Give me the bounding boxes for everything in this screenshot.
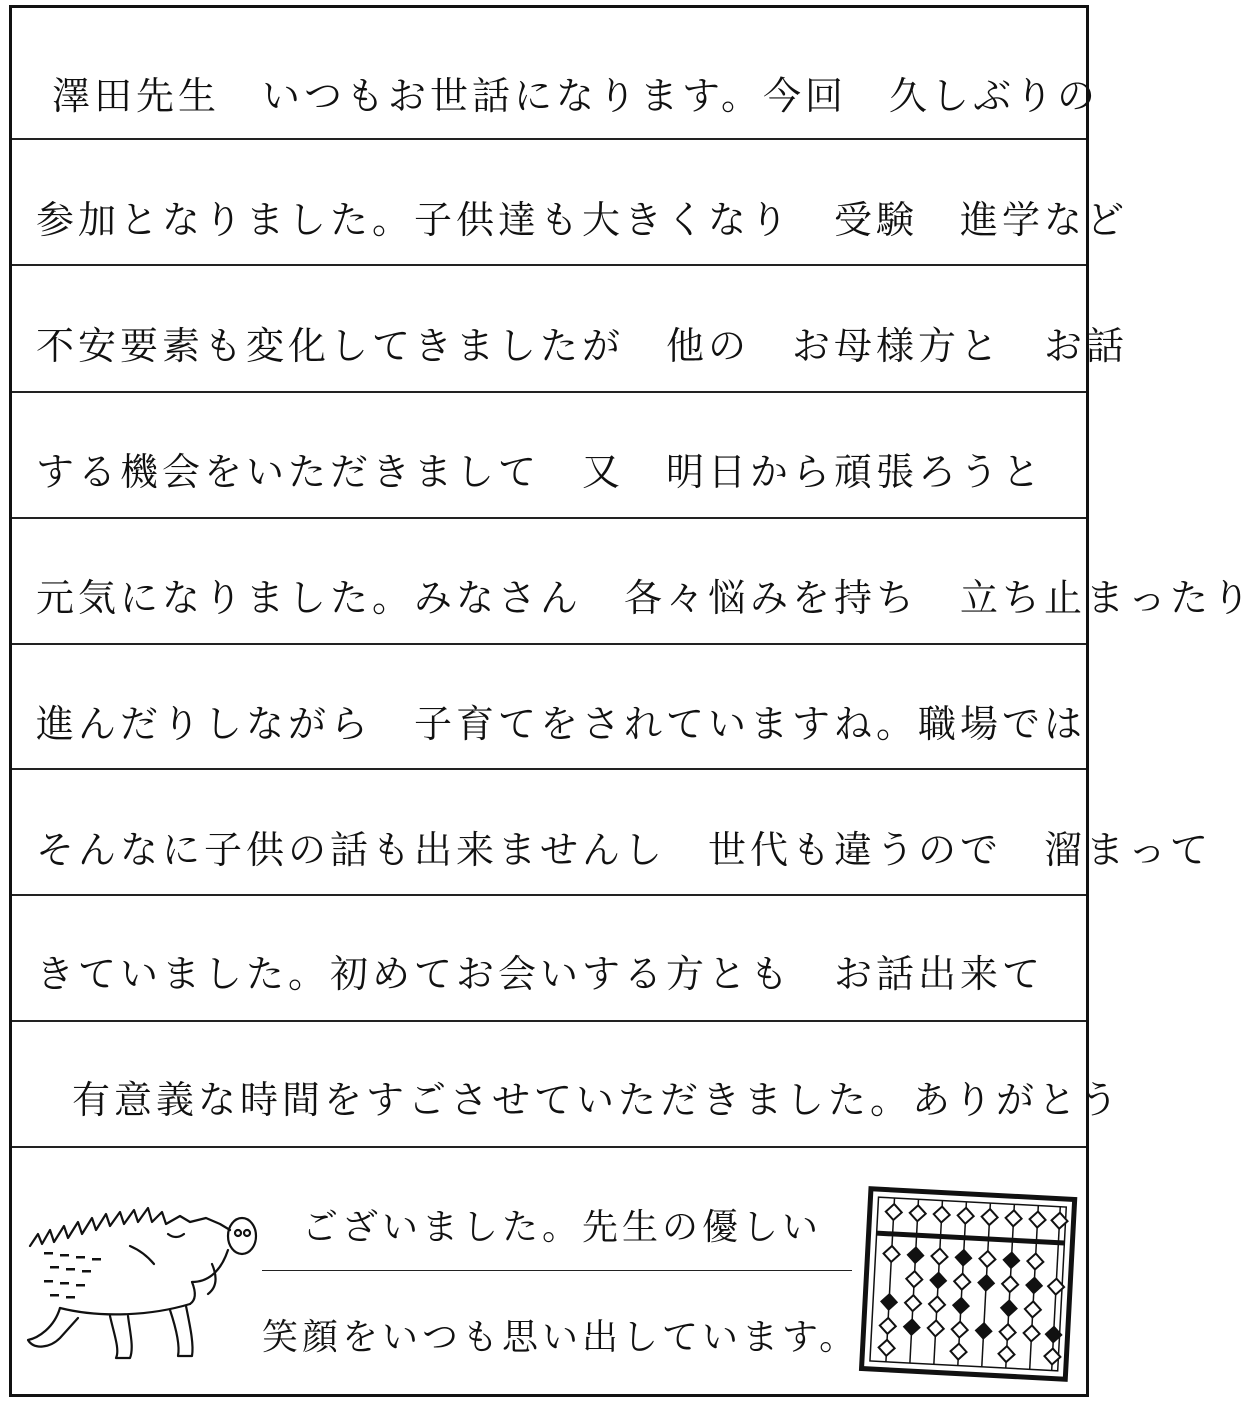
ruled-line <box>12 264 1086 266</box>
boar-illustration <box>20 1178 270 1378</box>
closing-line-2: 笑顔をいつも思い出しています。 <box>262 1317 860 1358</box>
ruled-line <box>12 1146 1086 1148</box>
letter-line-1: 澤田先生 いつもお世話になります。今回 久しぶりの <box>52 74 1099 118</box>
ruled-line <box>12 138 1086 140</box>
closing-rule <box>262 1270 852 1271</box>
letter-line-7: そんなに子供の話も出来ませんし 世代も違うので 溜まって <box>36 828 1213 872</box>
ruled-line <box>12 643 1086 645</box>
ruled-line <box>12 517 1086 519</box>
letter-line-8: きていました。初めてお会いする方とも お話出来て <box>36 952 1045 996</box>
letter-line-9: 有意義な時間をすごさせていただきました。ありがとう <box>72 1078 1123 1122</box>
letter-line-6: 進んだりしながら 子育てをされていますね。職場では <box>36 702 1087 746</box>
letter-line-5: 元気になりました。みなさん 各々悩みを持ち 立ち止まったり <box>36 576 1254 620</box>
letter-sheet <box>9 5 1254 1397</box>
ruled-line <box>12 894 1086 896</box>
ruled-line <box>12 768 1086 770</box>
abacus-illustration <box>852 1186 1084 1386</box>
closing-line-1: ございました。先生の優しい <box>302 1207 823 1248</box>
ruled-line <box>12 1020 1086 1022</box>
letter-line-2: 参加となりました。子供達も大きくなり 受験 進学など <box>36 198 1129 242</box>
letter-line-4: する機会をいただきまして 又 明日から頑張ろうと <box>36 450 1045 494</box>
ruled-line <box>12 391 1086 393</box>
letter-line-3: 不安要素も変化してきましたが 他の お母様方と お話 <box>36 324 1129 368</box>
